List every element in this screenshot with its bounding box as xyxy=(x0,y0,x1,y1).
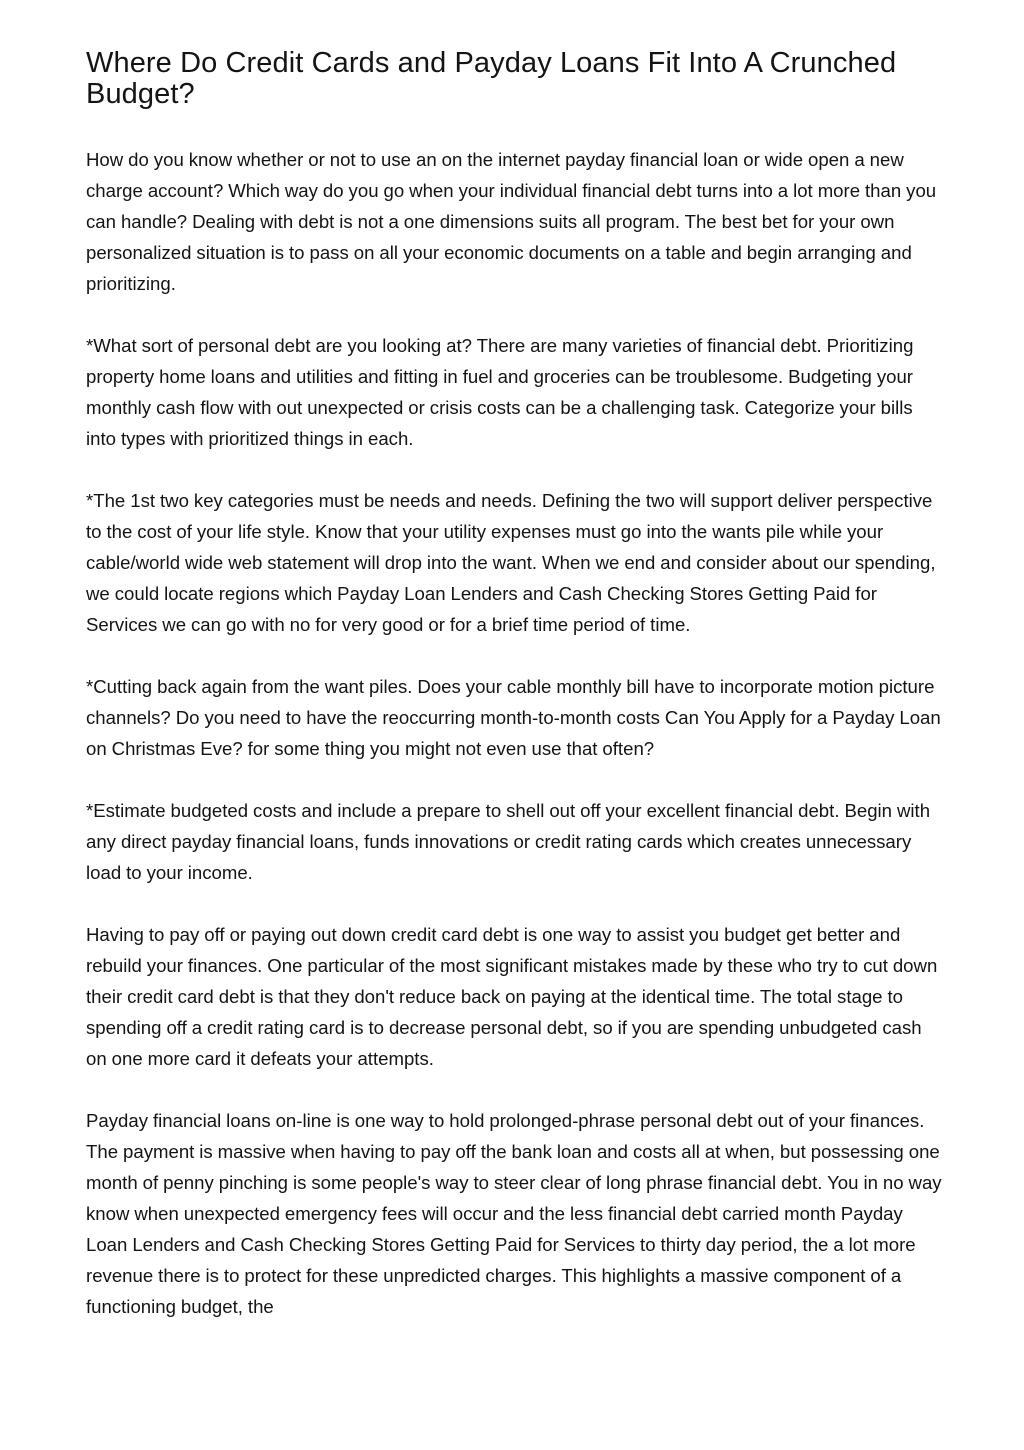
paragraph-credit-card-debt: Having to pay off or paying out down credit card debt is one way to assist you budget get better and rebuild your finances. One particular of the most significant mistakes made by these who try to cut down their credit card debt is that they don't reduce back on paying at the identical time. The total stage to spending off a credit rating card is to decrease personal debt, so if you are spending unbudgeted cash on one more card it defeats your attempts. xyxy=(86,924,938,1069)
paragraph-estimate-costs: *Estimate budgeted costs and include a prepare to shell out off your excellent financial debt. Begin with any direct payday financial loans, funds innovations or credit rating cards which creates unnecessary load to your income. xyxy=(86,800,931,883)
paragraph-needs-wants: *The 1st two key categories must be needs and needs. Defining the two will support deliver perspective to the cost of your life style. Know that your utility expenses must go into the wants pile while your cable/world wide web statement will drop into the want. When we end and consider about our spending, we could locate regions which Payday Loan Lenders and Cash Checking Stores Getting Paid for Services we can go with no for very good or for a brief time period of time. xyxy=(86,490,936,635)
paragraph-cutting-back: *Cutting back again from the want piles. Does your cable monthly bill have to incorporate motion picture channels? Do you need to have the reoccurring month-to-month costs Can You Apply for a Payday Loan on Christmas Eve? for some thing you might not even use that often? xyxy=(86,676,941,759)
paragraph-debt-types: *What sort of personal debt are you looking at? There are many varieties of financial debt. Prioritizing property home loans and utilities and fitting in fuel and groceries can be troublesome. Budgeting your monthly cash flow with out unexpected or crisis costs can be a challenging task. Categorize your bills into types with prioritized things in each. xyxy=(86,335,914,449)
document-page xyxy=(86,48,946,1353)
paragraph-intro: How do you know whether or not to use an on the internet payday financial loan or wide open a new charge account? Which way do you go when your individual financial debt turns into a lot more than you can handle? Dealing with debt is not a one dimensions suits all program. The best bet for your own personalized situation is to pass on all your economic documents on a table and begin arranging and prioritizing. xyxy=(86,149,937,294)
paragraph-payday-loans-online: Payday financial loans on-line is one way to hold prolonged-phrase personal debt out of your finances. The payment is massive when having to pay off the bank loan and costs all at when, but possessing one month of penny pinching is some people's way to steer clear of long phrase financial debt. You in no way know when unexpected emergency fees will occur and the less financial debt carried month Payday Loan Lenders and Cash Checking Stores Getting Paid for Services to thirty day period, the a lot more revenue there is to protect for these unpredicted charges. This highlights a massive component of a functioning budget, the xyxy=(86,1110,942,1317)
document-title: Where Do Credit Cards and Payday Loans Fit Into A Crunched Budget? xyxy=(86,47,897,110)
